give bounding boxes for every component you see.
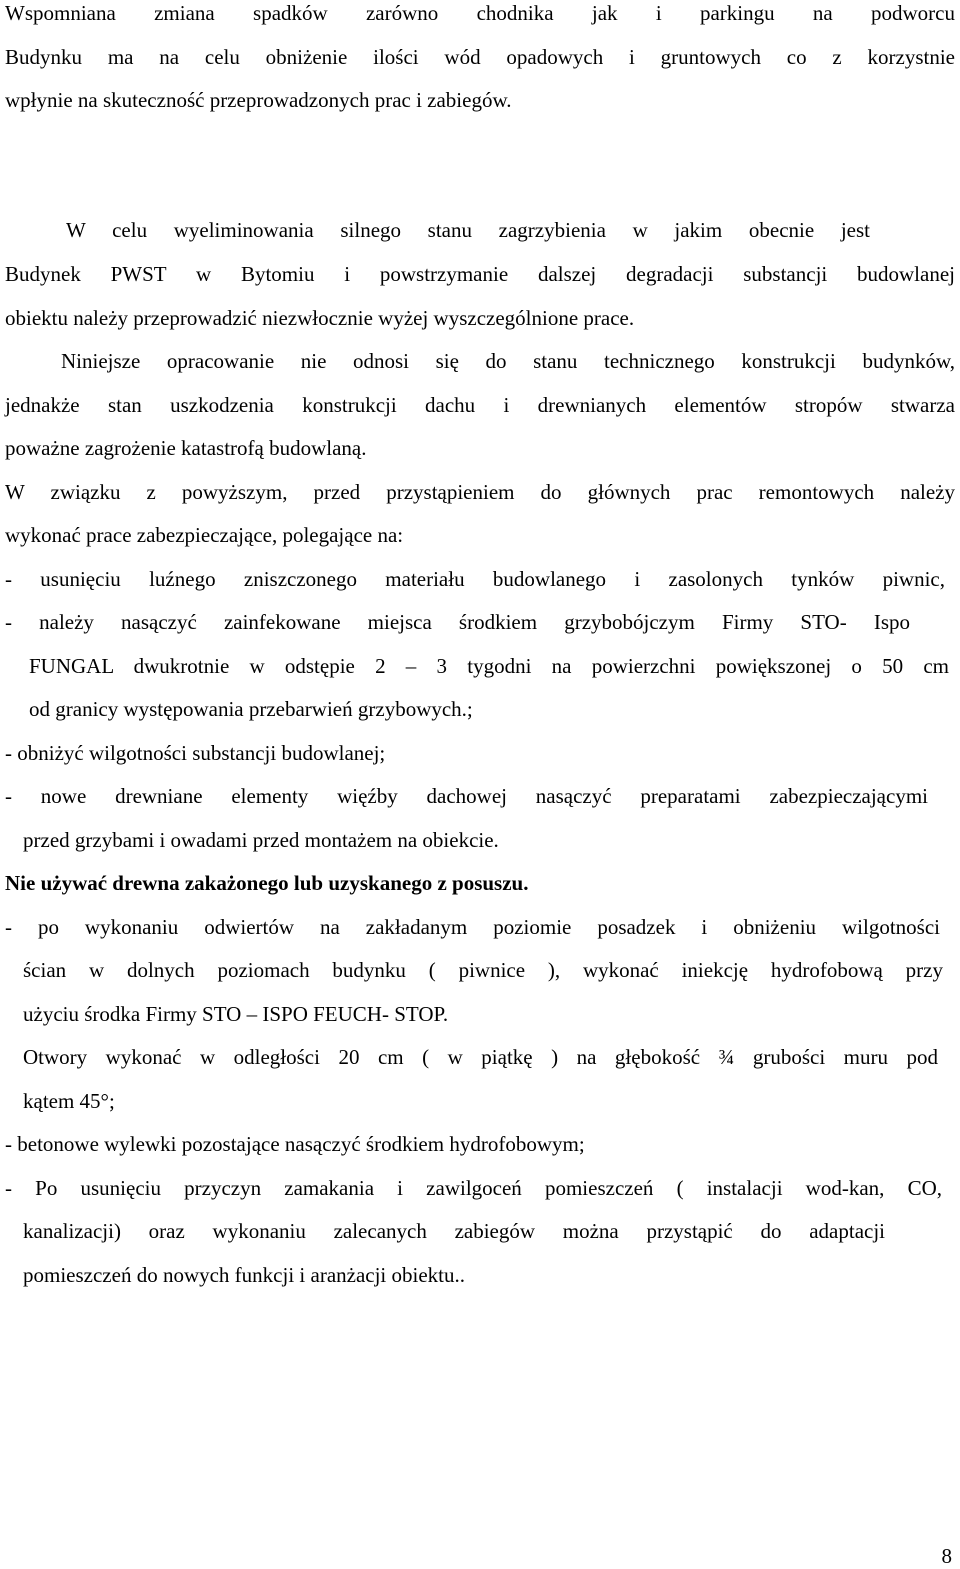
list2-item1-line3: użyciu środka Firmy STO – ISPO FEUCH- STOP. xyxy=(23,1002,449,1026)
list1-item1: - usunięciu luźnego zniszczonego materiału budowlanego i zasolonych tynków piwnic, xyxy=(5,567,945,591)
list2-item1-line4: Otwory wykonać w odległości 20 cm ( w piątkę ) na głębokość ¾ grubości muru pod xyxy=(23,1045,938,1069)
paragraph3-line3: poważne zagrożenie katastrofą budowlaną. xyxy=(5,436,367,460)
paragraph1-line1: Wspomniana zmiana spadków zarówno chodnika jak i parkingu na podworcu xyxy=(5,1,955,25)
paragraph4-line2: wykonać prace zabezpieczające, polegające na: xyxy=(5,523,404,547)
paragraph3-line2: jednakże stan uszkodzenia konstrukcji dachu i drewnianych elementów stropów stwarza xyxy=(5,393,955,417)
list1-item4-line1: - nowe drewniane elementy więźby dachowej nasączyć preparatami zabezpieczającymi xyxy=(5,784,928,808)
paragraph2-line2: Budynek PWST w Bytomiu i powstrzymanie dalszej degradacji substancji budowlanej xyxy=(5,262,955,286)
list2-item3-line3: pomieszczeń do nowych funkcji i aranżacji obiektu.. xyxy=(23,1263,466,1287)
paragraph2-line1: W celu wyeliminowania silnego stanu zagrzybienia w jakim obecnie jest xyxy=(66,218,870,242)
list2-item1-line2: ścian w dolnych poziomach budynku ( piwnice ), wykonać iniekcję hydrofobową przy xyxy=(23,958,943,982)
paragraph1-line2: Budynku ma na celu obniżenie ilości wód opadowych i gruntowych co z korzystnie xyxy=(5,45,955,69)
page-number: 8 xyxy=(941,1544,952,1568)
list2-item3-line2: kanalizacji) oraz wykonaniu zalecanych zabiegów można przystąpić do adaptacji xyxy=(23,1219,885,1243)
list1-item3: - obniżyć wilgotności substancji budowlanej; xyxy=(5,741,386,765)
paragraph3-line1: Niniejsze opracowanie nie odnosi się do stanu technicznego konstrukcji budynków, xyxy=(61,349,955,373)
list2-item1-line5: kątem 45°; xyxy=(23,1089,115,1113)
list2-item3-line1: - Po usunięciu przyczyn zamakania i zawilgoceń pomieszczeń ( instalacji wod-kan, CO, xyxy=(5,1176,942,1200)
paragraph4-line1: W związku z powyższym, przed przystąpieniem do głównych prac remontowych należy xyxy=(5,480,955,504)
warning-text: Nie używać drewna zakażonego lub uzyskanego z posuszu. xyxy=(5,871,529,895)
list1-item2-line1: - należy nasączyć zainfekowane miejsca środkiem grzybobójczym Firmy STO- Ispo xyxy=(5,610,910,634)
list2-item1-line1: - po wykonaniu odwiertów na zakładanym poziomie posadzek i obniżeniu wilgotności xyxy=(5,915,940,939)
paragraph2-line3: obiektu należy przeprowadzić niezwłocznie wyżej wyszczególnione prace. xyxy=(5,306,635,330)
list2-item2: - betonowe wylewki pozostające nasączyć środkiem hydrofobowym; xyxy=(5,1132,585,1156)
paragraph1-line3: wpłynie na skuteczność przeprowadzonych prac i zabiegów. xyxy=(5,88,512,112)
list1-item2-line3: od granicy występowania przebarwień grzybowych.; xyxy=(29,697,473,721)
list1-item2-line2: FUNGAL dwukrotnie w odstępie 2 – 3 tygodni na powierzchni powiększonej o 50 cm xyxy=(29,654,949,678)
list1-item4-line2: przed grzybami i owadami przed montażem na obiekcie. xyxy=(23,828,499,852)
